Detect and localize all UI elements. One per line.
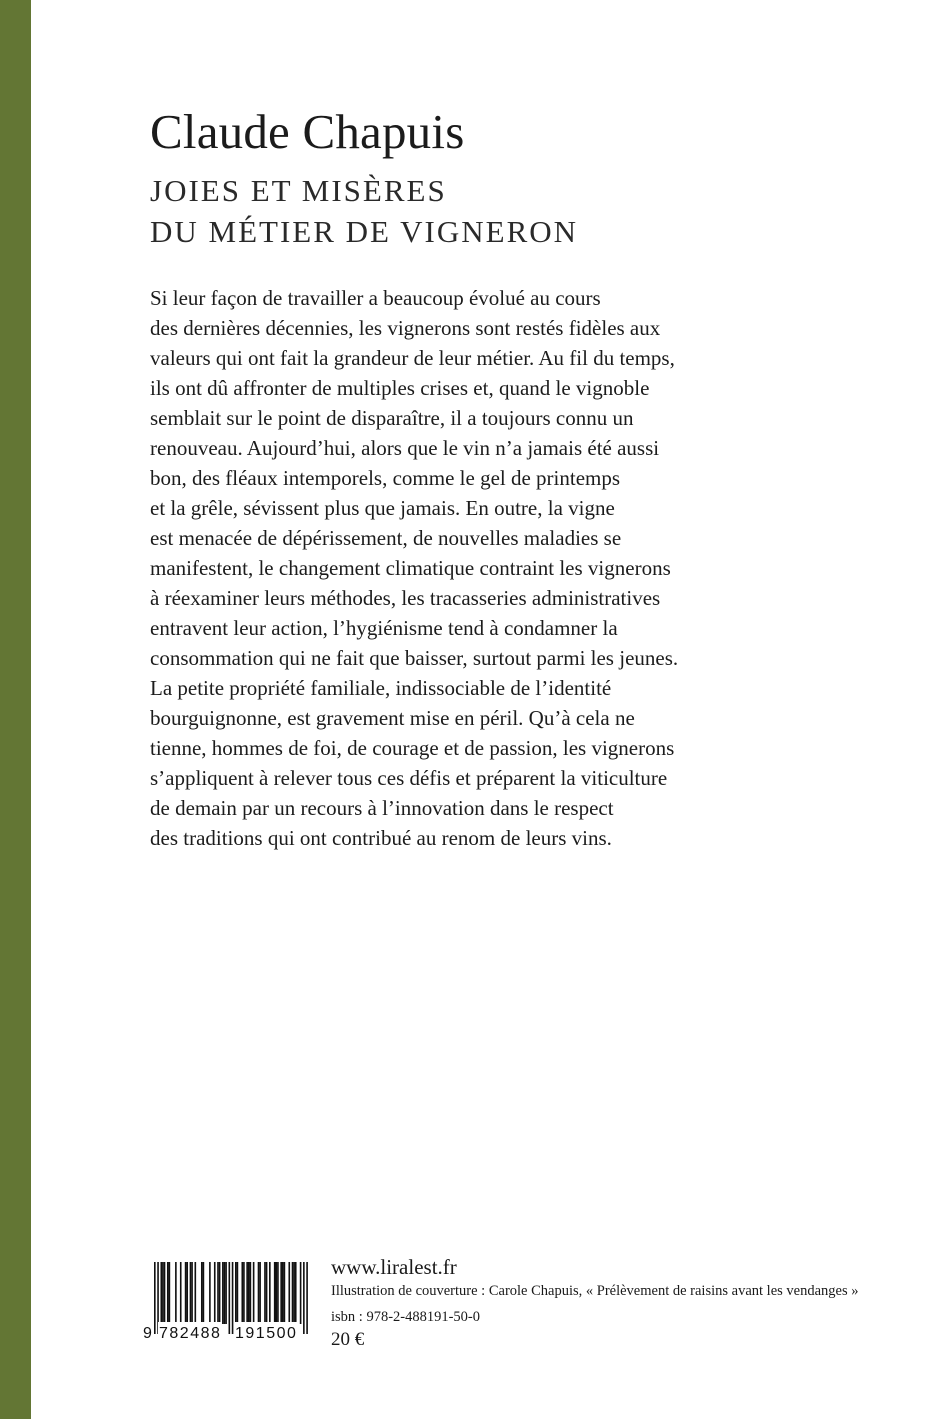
- book-title: [150, 170, 578, 252]
- barcode-bar: [276, 1262, 278, 1324]
- barcode-bar: [243, 1262, 245, 1324]
- blurb-line: valeurs qui ont fait la grandeur de leur métier. Au fil du temps,: [150, 346, 675, 370]
- blurb-line: consommation qui ne fait que baisser, surtout parmi les jeunes.: [150, 646, 679, 670]
- barcode-bar: [222, 1262, 224, 1324]
- barcode-bar: [214, 1262, 216, 1324]
- barcode-bar: [224, 1262, 226, 1324]
- barcode-bar: [185, 1262, 187, 1324]
- barcode-bar: [264, 1262, 266, 1324]
- barcode-bar: [225, 1262, 227, 1324]
- barcode-bar: [167, 1262, 169, 1324]
- barcode-bar: [253, 1262, 255, 1324]
- barcode-bar: [162, 1262, 164, 1324]
- barcode-bar: [175, 1262, 177, 1324]
- barcode-bar: [277, 1262, 279, 1324]
- back-cover-blurb: [150, 283, 790, 853]
- barcode-bar: [201, 1262, 203, 1324]
- barcode-bar: [266, 1262, 268, 1324]
- barcode-bar: [259, 1262, 261, 1324]
- barcode-bar: [180, 1262, 182, 1324]
- blurb-line: Si leur façon de travailler a beaucoup évolué au cours: [150, 286, 601, 310]
- blurb-line: bon, des fléaux intemporels, comme le gel de printemps: [150, 466, 621, 490]
- blurb-line: entravent leur action, l’hygiénisme tend à condamner la: [150, 616, 618, 640]
- barcode-bar: [164, 1262, 166, 1324]
- barcode-bar: [190, 1262, 192, 1324]
- price: 20 €: [331, 1329, 365, 1350]
- barcode-bar: [295, 1262, 297, 1324]
- barcode-bar: [186, 1262, 188, 1324]
- author-name: Claude Chapuis: [150, 104, 465, 159]
- blurb-line: renouveau. Aujourd’hui, alors que le vin n’a jamais été aussi: [150, 436, 660, 460]
- barcode-right-digits: 191500: [234, 1322, 298, 1346]
- barcode-bar: [280, 1262, 282, 1324]
- blurb-line: s’appliquent à relever tous ces défis et préparent la viticulture: [150, 766, 668, 790]
- barcode-bar: [284, 1262, 286, 1324]
- illustration-credit: Illustration de couverture : Carole Chapuis, « Prélèvement de raisins avant les vendanges »: [331, 1283, 859, 1299]
- blurb-line: manifestent, le changement climatique contraint les vignerons: [150, 556, 671, 580]
- barcode-bar: [217, 1262, 219, 1324]
- barcode-bar: [203, 1262, 205, 1324]
- barcode-bar: [195, 1262, 197, 1324]
- isbn-barcode: [143, 1262, 316, 1346]
- barcode-bar: [288, 1262, 290, 1324]
- barcode-first-digit: 9: [142, 1322, 153, 1346]
- book-title-line-2: DU MÉTIER DE VIGNERON: [150, 214, 579, 249]
- barcode-bar: [169, 1262, 171, 1324]
- barcode-bar: [235, 1262, 237, 1324]
- blurb-line: de demain par un recours à l’innovation dans le respect: [150, 796, 614, 820]
- publisher-info: [331, 1254, 859, 1352]
- barcode-bar: [219, 1262, 221, 1324]
- blurb-line: La petite propriété familiale, indissociable de l’identité: [150, 676, 612, 700]
- barcode-bar: [300, 1262, 302, 1324]
- blurb-line: ils ont dû affronter de multiples crises et, quand le vignoble: [150, 376, 650, 400]
- barcode-bar: [191, 1262, 193, 1324]
- publisher-website: www.liralest.fr: [331, 1255, 457, 1279]
- book-spine-band: [0, 0, 31, 1419]
- blurb-line: tienne, hommes de foi, de courage et de passion, les vignerons: [150, 736, 675, 760]
- blurb-line: à réexaminer leurs méthodes, les tracasseries administratives: [150, 586, 661, 610]
- blurb-line: bourguignonne, est gravement mise en péril. Qu’à cela ne: [150, 706, 635, 730]
- barcode-bar: [292, 1262, 294, 1324]
- barcode-bar: [282, 1262, 284, 1324]
- book-title-line-1: JOIES ET MISÈRES: [150, 173, 447, 208]
- barcode-bar: [258, 1262, 260, 1324]
- blurb-line: est menacée de dépérissement, de nouvelles maladies se: [150, 526, 622, 550]
- blurb-line: des dernières décennies, les vignerons sont restés fidèles aux: [150, 316, 661, 340]
- blurb-line: des traditions qui ont contribué au renom de leurs vins.: [150, 826, 612, 850]
- barcode-bar: [250, 1262, 252, 1324]
- blurb-line: et la grêle, sévissent plus que jamais. En outre, la vigne: [150, 496, 615, 520]
- barcode-bar: [274, 1262, 276, 1324]
- barcode-digits: [143, 1322, 316, 1346]
- blurb-line: semblait sur le point de disparaître, il a toujours connu un: [150, 406, 634, 430]
- barcode-left-digits: 782488: [158, 1322, 222, 1346]
- barcode-bar: [160, 1262, 162, 1324]
- isbn-number: isbn : 978-2-488191-50-0: [331, 1309, 481, 1325]
- barcode-bar: [246, 1262, 248, 1324]
- barcode-bar: [293, 1262, 295, 1324]
- barcode-bar: [241, 1262, 243, 1324]
- barcode-bar: [237, 1262, 239, 1324]
- barcode-bar: [269, 1262, 271, 1324]
- barcode-bar: [248, 1262, 250, 1324]
- barcode-bar: [209, 1262, 211, 1324]
